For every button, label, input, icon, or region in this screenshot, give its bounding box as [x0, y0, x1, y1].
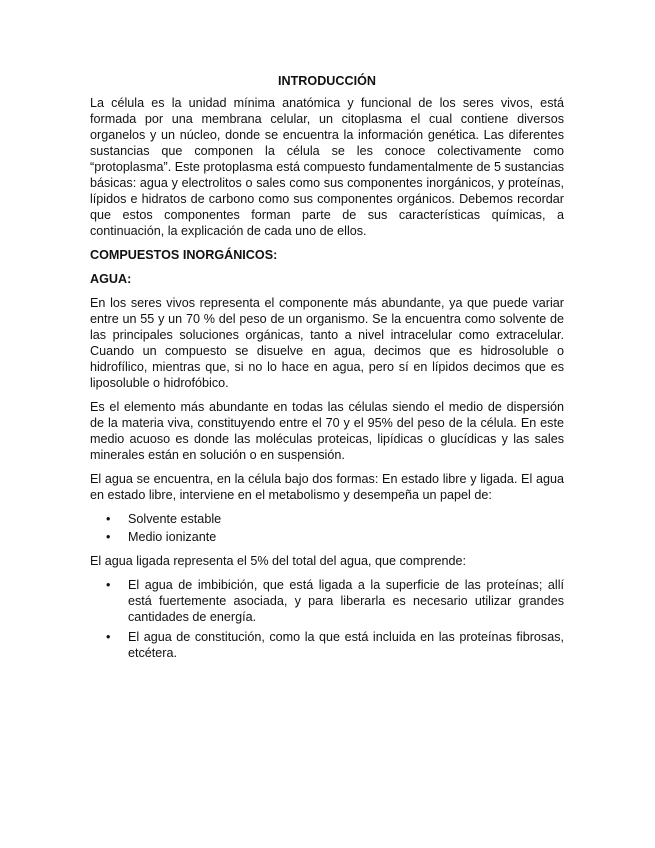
bullet-icon: •: [106, 530, 111, 544]
agua-paragraph-1: En los seres vivos representa el componente más abundante, ya que puede variar entre un 55 y un 70 % del peso de un organismo. Se la encuentra como solvente de las principales soluciones orgánicas, tanto a nivel intracelular como extracelular. Cuando un compuesto se disuelve en agua, decimos que es hidrosoluble o hidrofílico, mientras que, si no lo hace en agua, pero sí en lípidos decimos que es liposoluble o hidrofóbico.: [90, 296, 564, 390]
bullet-icon: •: [106, 512, 111, 526]
page-title: INTRODUCCIÓN: [278, 74, 376, 88]
list-item: [90, 577, 564, 625]
bullet-icon: •: [106, 630, 111, 644]
subsection-heading: AGUA:: [90, 272, 132, 286]
document-page: [90, 73, 564, 669]
list-item: [90, 511, 564, 527]
list-item: [90, 629, 564, 661]
libre-roles-list: [90, 511, 564, 545]
list-item-text: El agua de imbibición, que está ligada a la superficie de las proteínas; allí está fuertemente asociada, y para liberarla es necesario utilizar grandes cantidades de energía.: [128, 578, 564, 624]
list-item-text: Solvente estable: [128, 512, 222, 526]
list-item: [90, 529, 564, 545]
list-item-text: Medio ionizante: [128, 530, 217, 544]
agua-paragraph-3: El agua se encuentra, en la célula bajo dos formas: En estado libre y ligada. El agua en estado libre, interviene en el metabolismo y desempeña un papel de:: [90, 472, 564, 502]
agua-paragraph-2: Es el elemento más abundante en todas las células siendo el medio de dispersión de la materia viva, constituyendo entre el 70 y el 95% del peso de la célula. En este medio acuoso es donde las moléculas proteicas, lipídicas o glucídicas y las sales minerales están en solución o en suspensión.: [90, 400, 564, 462]
agua-paragraph-4: El agua ligada representa el 5% del total del agua, que comprende:: [90, 554, 466, 568]
section-heading: COMPUESTOS INORGÁNICOS:: [90, 248, 278, 262]
ligada-items-list: [90, 577, 564, 661]
list-item-text: El agua de constitución, como la que está incluida en las proteínas fibrosas, etcétera.: [128, 630, 564, 660]
bullet-icon: •: [106, 578, 111, 592]
intro-paragraph: La célula es la unidad mínima anatómica y funcional de los seres vivos, está formada por una membrana celular, un citoplasma el cual contiene diversos organelos y un núcleo, donde se encuentra la información genética. Las diferentes sustancias que componen la célula se les conoce colectivamente como “protoplasma”. Este protoplasma está compuesto fundamentalmente de 5 sustancias básicas: agua y electrolitos o sales como sus componentes inorgánicos, y proteínas, lípidos e hidratos de carbono como sus componentes orgánicos. Debemos recordar que estos componentes forman parte de sus características químicas, a continuación, la explicación de cada uno de ellos.: [90, 96, 564, 238]
